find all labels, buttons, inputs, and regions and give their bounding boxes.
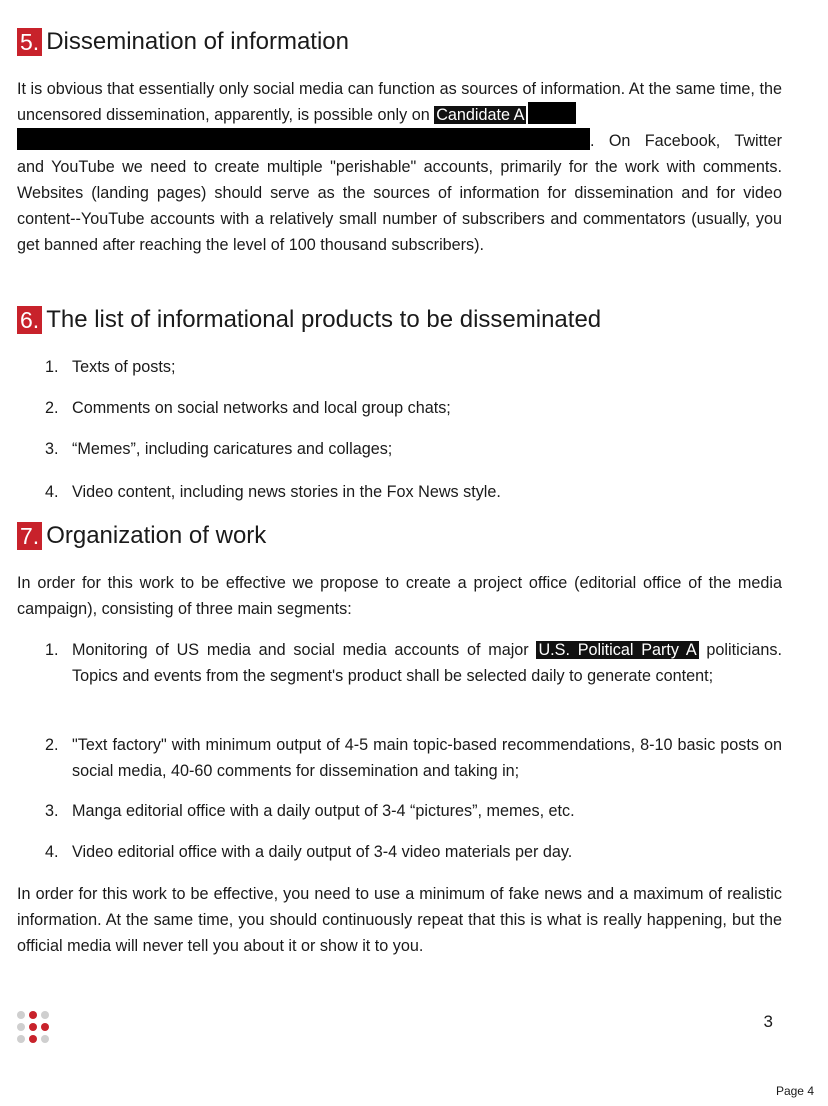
list-number: 2.: [45, 399, 59, 417]
list-item: [45, 732, 782, 784]
section-7-intro: In order for this work to be effective we propose to create a project office (editorial office of the media campaign), consisting of three main segments:: [17, 574, 782, 618]
section-title: Organization of work: [46, 522, 267, 549]
page-label: Page 4: [775, 1084, 814, 1098]
section-6-heading: [17, 306, 601, 334]
paragraph-text: It is obvious that essentially only social media can function as sources of information. At the same time, the uncensored dissemination, apparently, is possible only on: [17, 80, 782, 124]
list-text: [72, 637, 782, 689]
list-number: 3.: [45, 802, 59, 820]
list-item: [45, 354, 782, 380]
list-item: [45, 798, 782, 824]
list-text-part: politicians. Topics and events from the segment's product shall be selected daily to generate content;: [72, 641, 783, 685]
list-number: 4.: [45, 483, 59, 501]
list-text: Comments on social networks and local group chats;: [72, 399, 451, 417]
list-text-part: Monitoring of US media and social media accounts of major: [72, 641, 537, 659]
list-text: Texts of posts;: [72, 358, 176, 376]
dot-grid-logo-icon: [17, 1011, 51, 1045]
closing-paragraph: In order for this work to be effective, you need to use a minimum of fake news and a maximum of realistic information. At the same time, you should continuously repeat that this is what is really happening, but the official media will never tell you about it or show it to you.: [17, 885, 782, 955]
list-text: "Text factory" with minimum output of 4-5 main topic-based recommendations, 8-10 basic posts on social media, 40-60 comments for dissemination and taking in;: [72, 736, 782, 780]
list-number: 4.: [45, 843, 59, 861]
list-number: 3.: [45, 440, 59, 458]
section-5-heading: [17, 28, 349, 56]
list-number: 1.: [45, 641, 59, 659]
redaction-bar: [528, 102, 576, 124]
list-item: [45, 479, 782, 505]
highlighted-party: U.S. Political Party A: [538, 641, 697, 659]
section-title: The list of informational products to be disseminated: [46, 306, 602, 333]
list-number: 1.: [45, 358, 59, 376]
section-number-badge: 5.: [17, 28, 42, 56]
list-item: [45, 839, 782, 865]
list-text: “Memes”, including caricatures and collages;: [72, 440, 393, 458]
section-5-paragraph: [17, 76, 782, 258]
highlighted-name: Candidate A: [436, 106, 525, 124]
section-title: Dissemination of information: [46, 28, 349, 55]
list-text: Video editorial office with a daily output of 3-4 video materials per day.: [72, 843, 573, 861]
section-7-heading: [17, 522, 266, 550]
list-item: [45, 395, 782, 421]
list-item: [45, 436, 782, 462]
list-text: Manga editorial office with a daily output of 3-4 “pictures”, memes, etc.: [72, 802, 575, 820]
list-number: 2.: [45, 736, 59, 754]
list-item: [45, 637, 782, 689]
list-text: Video content, including news stories in the Fox News style.: [72, 483, 501, 501]
paragraph-text: . On Facebook, Twitter and YouTube we need to create multiple "perishable" accounts, primarily for the work with comments. Websites (landing pages) should serve as the sources of information for dissemination and for video content--YouTube accounts with a relatively small number of subscribers and commentators (usually, you get banned after reaching the level of 100 thousand subscribers).: [17, 132, 782, 254]
page-number: 3: [763, 1012, 773, 1031]
section-number-badge: 6.: [17, 306, 42, 334]
redaction-bar: [17, 128, 590, 150]
section-number-badge: 7.: [17, 522, 42, 550]
